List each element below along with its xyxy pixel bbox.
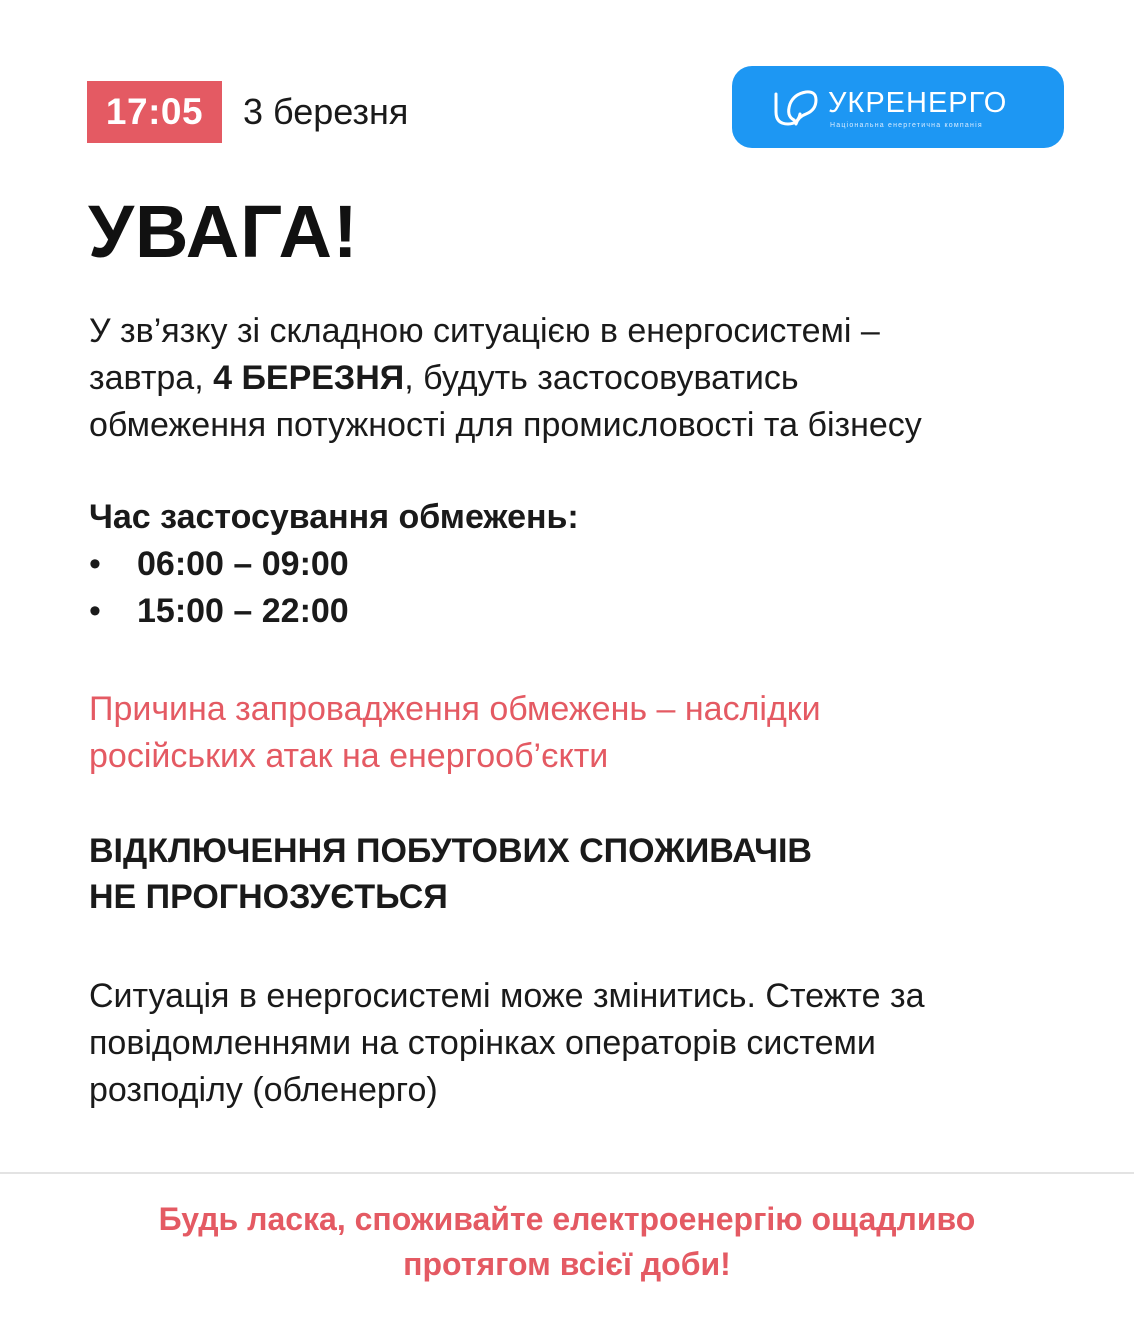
schedule-item-time: 06:00 – 09:00 xyxy=(137,545,349,583)
page-title: УВАГА! xyxy=(88,190,359,273)
time-badge: 17:05 xyxy=(87,81,222,143)
schedule-item xyxy=(89,588,349,635)
intro-line-3: обмеження потужності для промисловості та бізнесу xyxy=(89,406,922,444)
schedule-title: Час застосування обмежень: xyxy=(89,498,579,536)
intro-line-2 xyxy=(89,355,1089,402)
logo-subtitle: Національна енергетична компанія xyxy=(830,122,983,129)
intro-line-2-before: завтра, xyxy=(89,359,214,397)
footer-line-1: Будь ласка, споживайте електроенергію ощадливо xyxy=(158,1201,976,1237)
reason-line-2: російських атак на енергооб’єкти xyxy=(89,737,609,775)
bullet-icon: • xyxy=(89,592,101,630)
schedule-item-time: 15:00 – 22:00 xyxy=(137,592,349,630)
notice-line-2: НЕ ПРОГНОЗУЄТЬСЯ xyxy=(89,878,448,916)
household-notice xyxy=(89,828,989,920)
notice-line-1: ВІДКЛЮЧЕННЯ ПОБУТОВИХ СПОЖИВАЧІВ xyxy=(89,832,812,870)
info-line-3: розподілу (обленерго) xyxy=(89,1071,438,1109)
intro-line-1: У зв’язку зі складною ситуацією в енергосистемі – xyxy=(89,312,880,350)
date-label: 3 березня xyxy=(243,91,409,132)
logo-name: УКРЕНЕРГО xyxy=(828,87,1008,119)
info-line-1: Ситуація в енергосистемі може змінитись. Стежте за xyxy=(89,977,925,1015)
footer-divider xyxy=(0,1172,1134,1174)
intro-date-highlight: 4 БЕРЕЗНЯ xyxy=(213,359,405,397)
ukrenergo-logo xyxy=(732,66,1064,148)
footer-appeal xyxy=(0,1197,1134,1287)
reason-paragraph xyxy=(89,686,989,780)
info-paragraph xyxy=(89,973,1089,1114)
schedule-item xyxy=(89,541,349,588)
reason-line-1: Причина запровадження обмежень – наслідки xyxy=(89,690,821,728)
footer-line-2: протягом всієї доби! xyxy=(403,1246,731,1282)
ukrenergo-logo-icon xyxy=(772,88,822,128)
intro-line-2-after: , будуть застосовуватись xyxy=(404,359,799,397)
bullet-icon: • xyxy=(89,545,101,583)
schedule-list xyxy=(89,541,349,635)
info-line-2: повідомленнями на сторінках операторів системи xyxy=(89,1024,876,1062)
intro-paragraph xyxy=(89,308,1089,449)
